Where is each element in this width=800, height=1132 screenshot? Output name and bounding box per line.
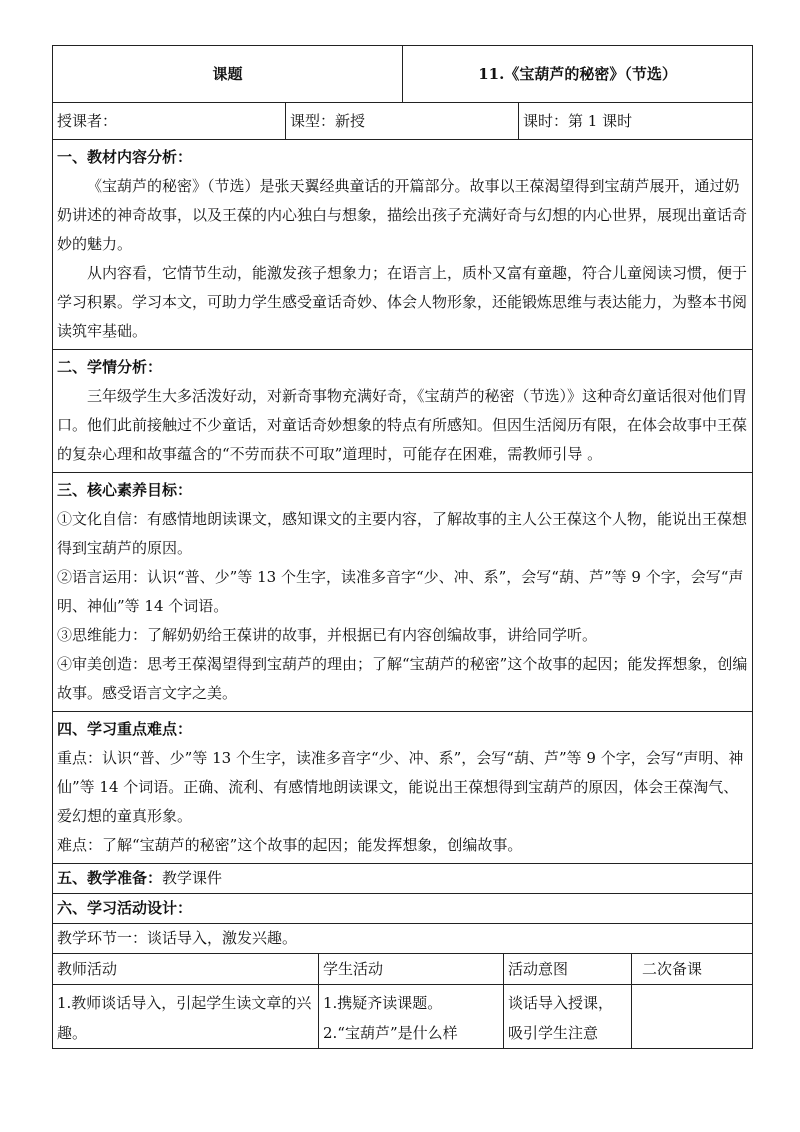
student-activity	[319, 985, 504, 1049]
teacher-label: 授课者：	[53, 103, 286, 140]
section-key-difficult	[53, 712, 753, 864]
lesson-type: 课型：新授	[286, 103, 519, 140]
teaching-stage: 教学环节一：谈话导入，激发兴趣。	[53, 924, 753, 954]
key-points: 重点：认识“普、少”等 13 个生字，读准多音字“少、冲、系”，会写“葫、芦”等 9 个字，会写“声明、神仙”等 14 个词语。正确、流利、有感情地朗读课文，能说出王葆想得到宝葫芦的原因，体会王葆淘气、爱幻想的童真形象。	[57, 749, 744, 825]
section-preparation	[53, 864, 753, 894]
section-activity-design	[53, 894, 753, 924]
lesson-plan-table	[52, 45, 753, 954]
student-activity-1: 1.携疑齐读课题。	[323, 994, 443, 1012]
goal-item: ②语言运用：认识“普、少”等 13 个生字，读准多音字“少、冲、系”，会写“葫、芦”等 9 个字，会写“声明、神仙”等 14 个词语。	[57, 568, 744, 615]
activity-table	[52, 953, 753, 1049]
col-teacher-activity: 教师活动	[53, 954, 319, 985]
section-student-analysis	[53, 350, 753, 473]
paragraph: 三年级学生大多活泼好动，对新奇事物充满好奇，《宝葫芦的秘密（节选）》这种奇幻童话很对他们胃口。他们此前接触过不少童话，对童话奇妙想象的特点有所感知。但因生活阅历有限，在体会故事中王葆的复杂心理和故事蕴含的“不劳而获不可取”道理时，可能存在困难，需教师引导 。	[57, 387, 748, 463]
activity-intent	[504, 985, 632, 1049]
second-prep-cell	[632, 985, 753, 1049]
section-title: 二、学情分析：	[57, 358, 163, 376]
section-title: 三、核心素养目标：	[57, 481, 193, 499]
paragraph: 《宝葫芦的秘密》（节选）是张天翼经典童话的开篇部分。故事以王葆渴望得到宝葫芦展开，通过奶奶讲述的神奇故事，以及王葆的内心独白与想象，描绘出孩子充满好奇与幻想的内心世界，展现出童话奇妙的魅力。	[57, 177, 748, 253]
section-title: 一、教材内容分析：	[57, 148, 193, 166]
section-title: 五、教学准备：	[57, 869, 163, 887]
student-activity-2: 2.“宝葫芦”是什么样	[323, 1024, 458, 1042]
activity-intent-text: 谈话导入授课，吸引学生注意	[508, 994, 614, 1042]
teacher-activity-text: 1.教师谈话导入，引起学生读文章的兴趣。	[57, 994, 312, 1042]
col-student-activity: 学生活动	[319, 954, 504, 985]
paragraph: 从内容看，它情节生动，能激发孩子想象力；在语言上，质朴又富有童趣，符合儿童阅读习惯，便于学习积累。学习本文，可助力学生感受童话奇妙、体会人物形象，还能锻炼思维与表达能力，为整本书阅读筑牢基础。	[57, 264, 748, 340]
topic-value: 11.《宝葫芦的秘密》（节选）	[403, 46, 753, 103]
section-core-goals	[53, 473, 753, 712]
section-material-analysis	[53, 140, 753, 350]
preparation-value: 教学课件	[162, 869, 223, 887]
goal-item: ④审美创造：思考王葆渴望得到宝葫芦的理由；了解“宝葫芦的秘密”这个故事的起因；能发挥想象，创编故事。感受语言文字之美。	[57, 655, 748, 702]
topic-label: 课题	[53, 46, 403, 103]
teacher-activity	[53, 985, 319, 1049]
col-intent: 活动意图	[504, 954, 632, 985]
section-title: 六、学习活动设计：	[57, 899, 193, 917]
goal-item: ①文化自信：有感情地朗读课文，感知课文的主要内容，了解故事的主人公王葆这个人物，能说出王葆想得到宝葫芦的原因。	[57, 510, 748, 557]
goal-item: ③思维能力：了解奶奶给王葆讲的故事，并根据已有内容创编故事，讲给同学听。	[57, 626, 598, 644]
lesson-hours: 课时：第 1 课时	[519, 103, 753, 140]
lesson-plan-page	[52, 45, 752, 1049]
section-title: 四、学习重点难点：	[57, 720, 193, 738]
col-second-prep: 二次备课	[632, 954, 753, 985]
difficult-points: 难点：了解“宝葫芦的秘密”这个故事的起因；能发挥想象，创编故事。	[57, 836, 523, 854]
